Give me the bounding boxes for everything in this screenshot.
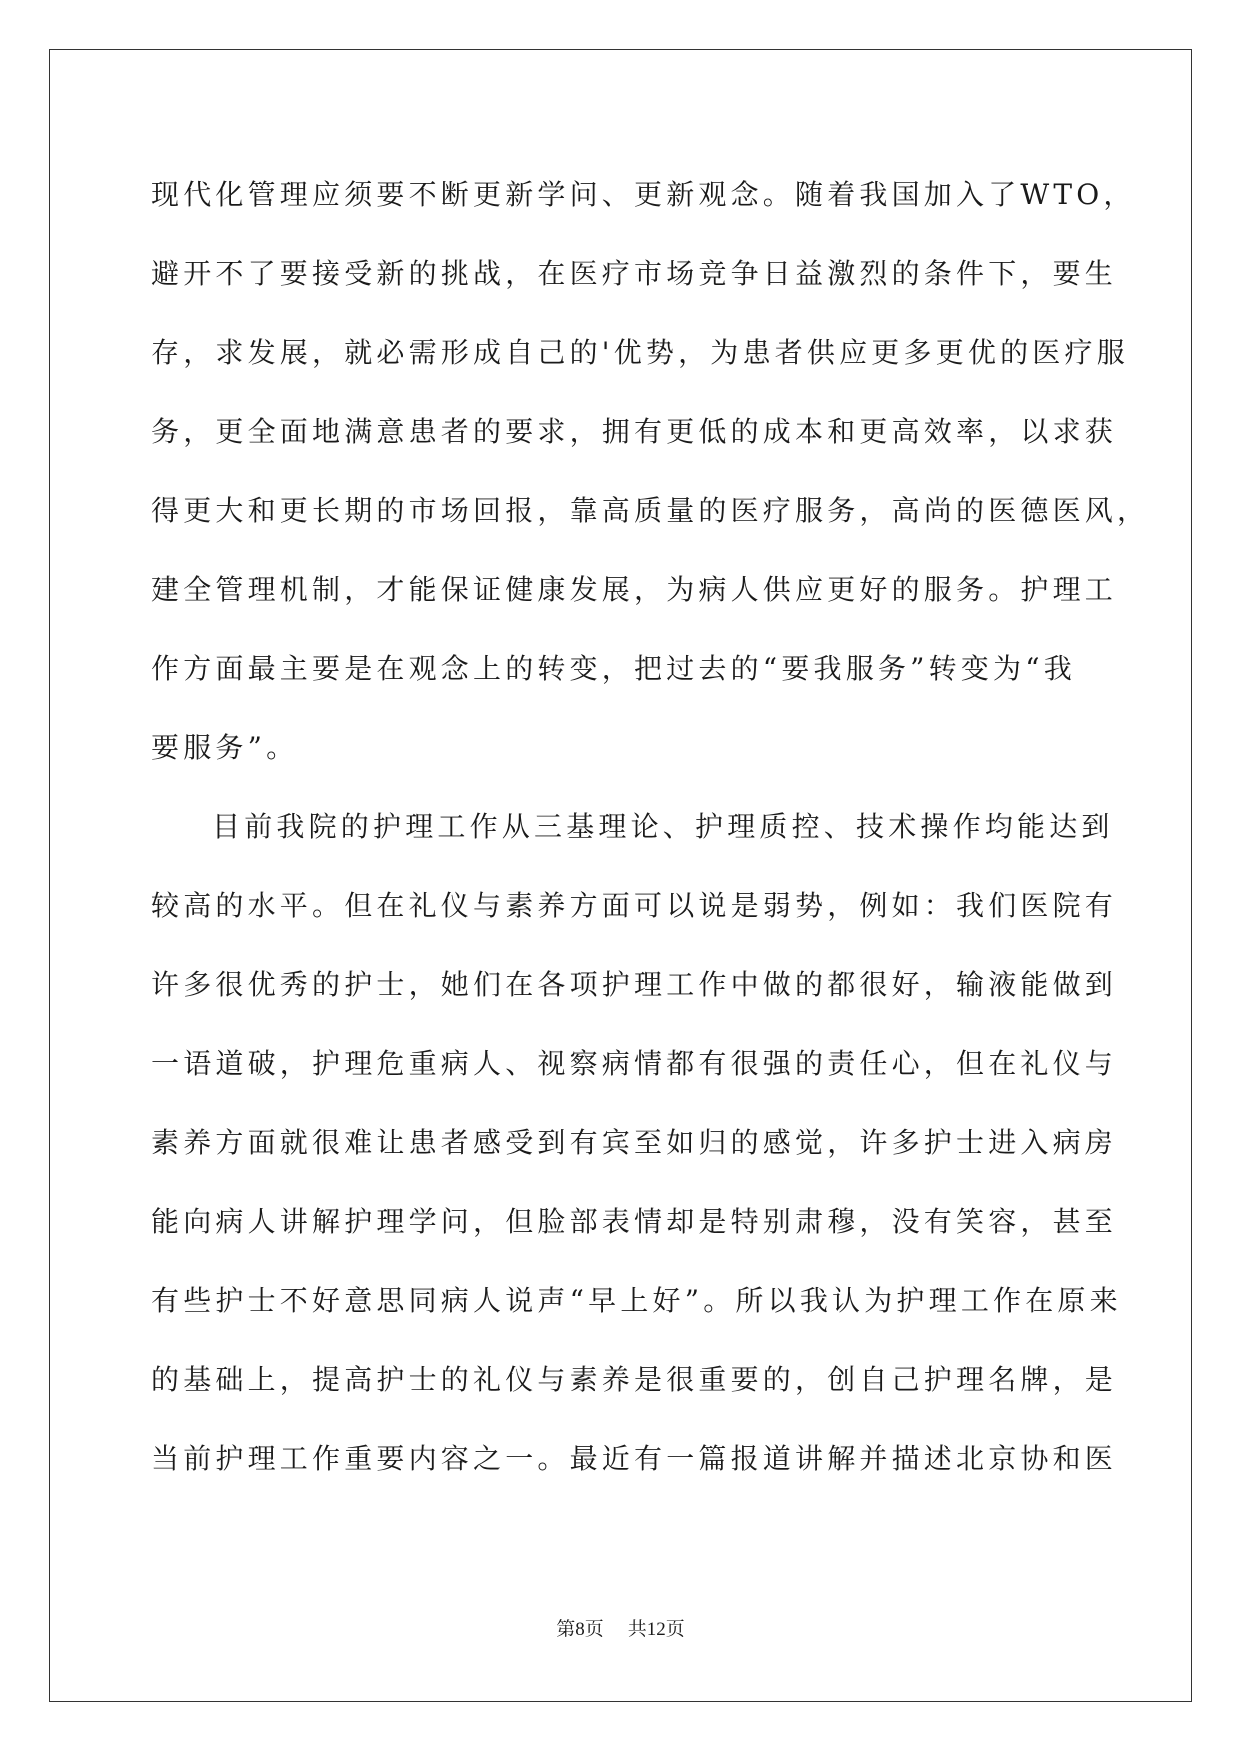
- text-line: 的基础上，提高护士的礼仪与素养是很重要的，创自己护理名牌，是: [151, 1363, 1118, 1396]
- document-body: [151, 155, 1150, 1498]
- text-line: 要服务”。: [151, 731, 299, 764]
- page-total: 共12页: [627, 1619, 685, 1640]
- text-line: 较高的水平。但在礼仪与素养方面可以说是弱势，例如：我们医院有: [151, 889, 1118, 922]
- text-line: 得更大和更长期的市场回报，靠高质量的医疗服务，高尚的医德医风，: [151, 494, 1150, 527]
- text-line: 素养方面就很难让患者感受到有宾至如归的感觉，许多护士进入病房: [151, 1126, 1118, 1159]
- text-line: 现代化管理应须要不断更新学问、更新观念。随着我国加入了WTO，: [151, 178, 1136, 211]
- text-line: 当前护理工作重要内容之一。最近有一篇报道讲解并描述北京协和医: [151, 1442, 1118, 1475]
- text-line: 作方面最主要是在观念上的转变，把过去的“要我服务”转变为“我: [151, 652, 1076, 685]
- paragraph-first-line: 目前我院的护理工作从三基理论、护理质控、技术操作均能达到: [212, 810, 1114, 843]
- page-footer: [0, 1614, 1241, 1641]
- text-line: 存，求发展，就必需形成自己的'优势，为患者供应更多更优的医疗服: [151, 336, 1129, 369]
- text-line: 避开不了要接受新的挑战，在医疗市场竞争日益激烈的条件下，要生: [151, 257, 1118, 290]
- text-line: 能向病人讲解护理学问，但脸部表情却是特别肃穆，没有笑容，甚至: [151, 1205, 1118, 1238]
- text-line: 建全管理机制，才能保证健康发展，为病人供应更好的服务。护理工: [151, 573, 1118, 606]
- text-line: 务，更全面地满意患者的要求，拥有更低的成本和更高效率，以求获: [151, 415, 1118, 448]
- text-line: 许多很优秀的护士，她们在各项护理工作中做的都很好，输液能做到: [151, 968, 1118, 1001]
- text-line: 有些护士不好意思同病人说声“早上好”。所以我认为护理工作在原来: [151, 1284, 1122, 1317]
- text-line: 一语道破，护理危重病人、视察病情都有很强的责任心，但在礼仪与: [151, 1047, 1118, 1080]
- page-number: 第8页: [556, 1619, 604, 1640]
